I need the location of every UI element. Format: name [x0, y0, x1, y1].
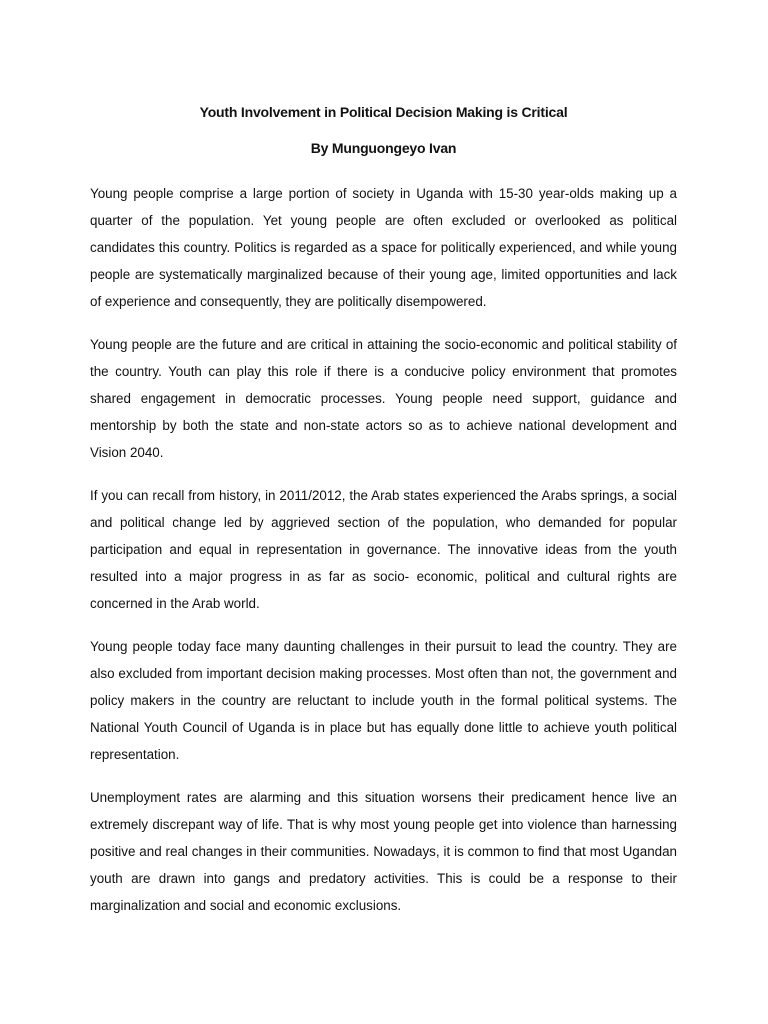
- document-byline: By Munguongeyo Ivan: [310, 140, 457, 156]
- paragraph: Unemployment rates are alarming and this situation worsens their predicament hence live an extremely discrepant way of life. That is why most young people get into violence than harnessing positive and real changes in their communities. Nowadays, it is common to find that most Ugandan youth are drawn into gangs and predatory activities. This is could be a response to their marginalization and social and economic exclusions.: [90, 790, 677, 913]
- document-page: [90, 102, 677, 935]
- paragraph: Young people are the future and are critical in attaining the socio-economic and political stability of the country. Youth can play this role if there is a conducive policy environment that promotes shared engagement in democratic processes. Young people need support, guidance and mentorship by both the state and non-state actors so as to achieve national development and Vision 2040.: [90, 337, 677, 460]
- paragraph: If you can recall from history, in 2011/2012, the Arab states experienced the Arabs springs, a social and political change led by aggrieved section of the population, who demanded for popular participation and equal in representation in governance. The innovative ideas from the youth resulted into a major progress in as far as socio- economic, political and cultural rights are concerned in the Arab world.: [90, 488, 677, 611]
- document-title: Youth Involvement in Political Decision Making is Critical: [199, 104, 568, 120]
- paragraph: Young people today face many daunting challenges in their pursuit to lead the country. They are also excluded from important decision making processes. Most often than not, the government and policy makers in the country are reluctant to include youth in the formal political systems. The National Youth Council of Uganda is in place but has equally done little to achieve youth political representation.: [90, 639, 677, 762]
- paragraph: Young people comprise a large portion of society in Uganda with 15-30 year-olds making up a quarter of the population. Yet young people are often excluded or overlooked as political candidates this country. Politics is regarded as a space for politically experienced, and while young people are systematically marginalized because of their young age, limited opportunities and lack of experience and consequently, they are politically disempowered.: [90, 186, 677, 309]
